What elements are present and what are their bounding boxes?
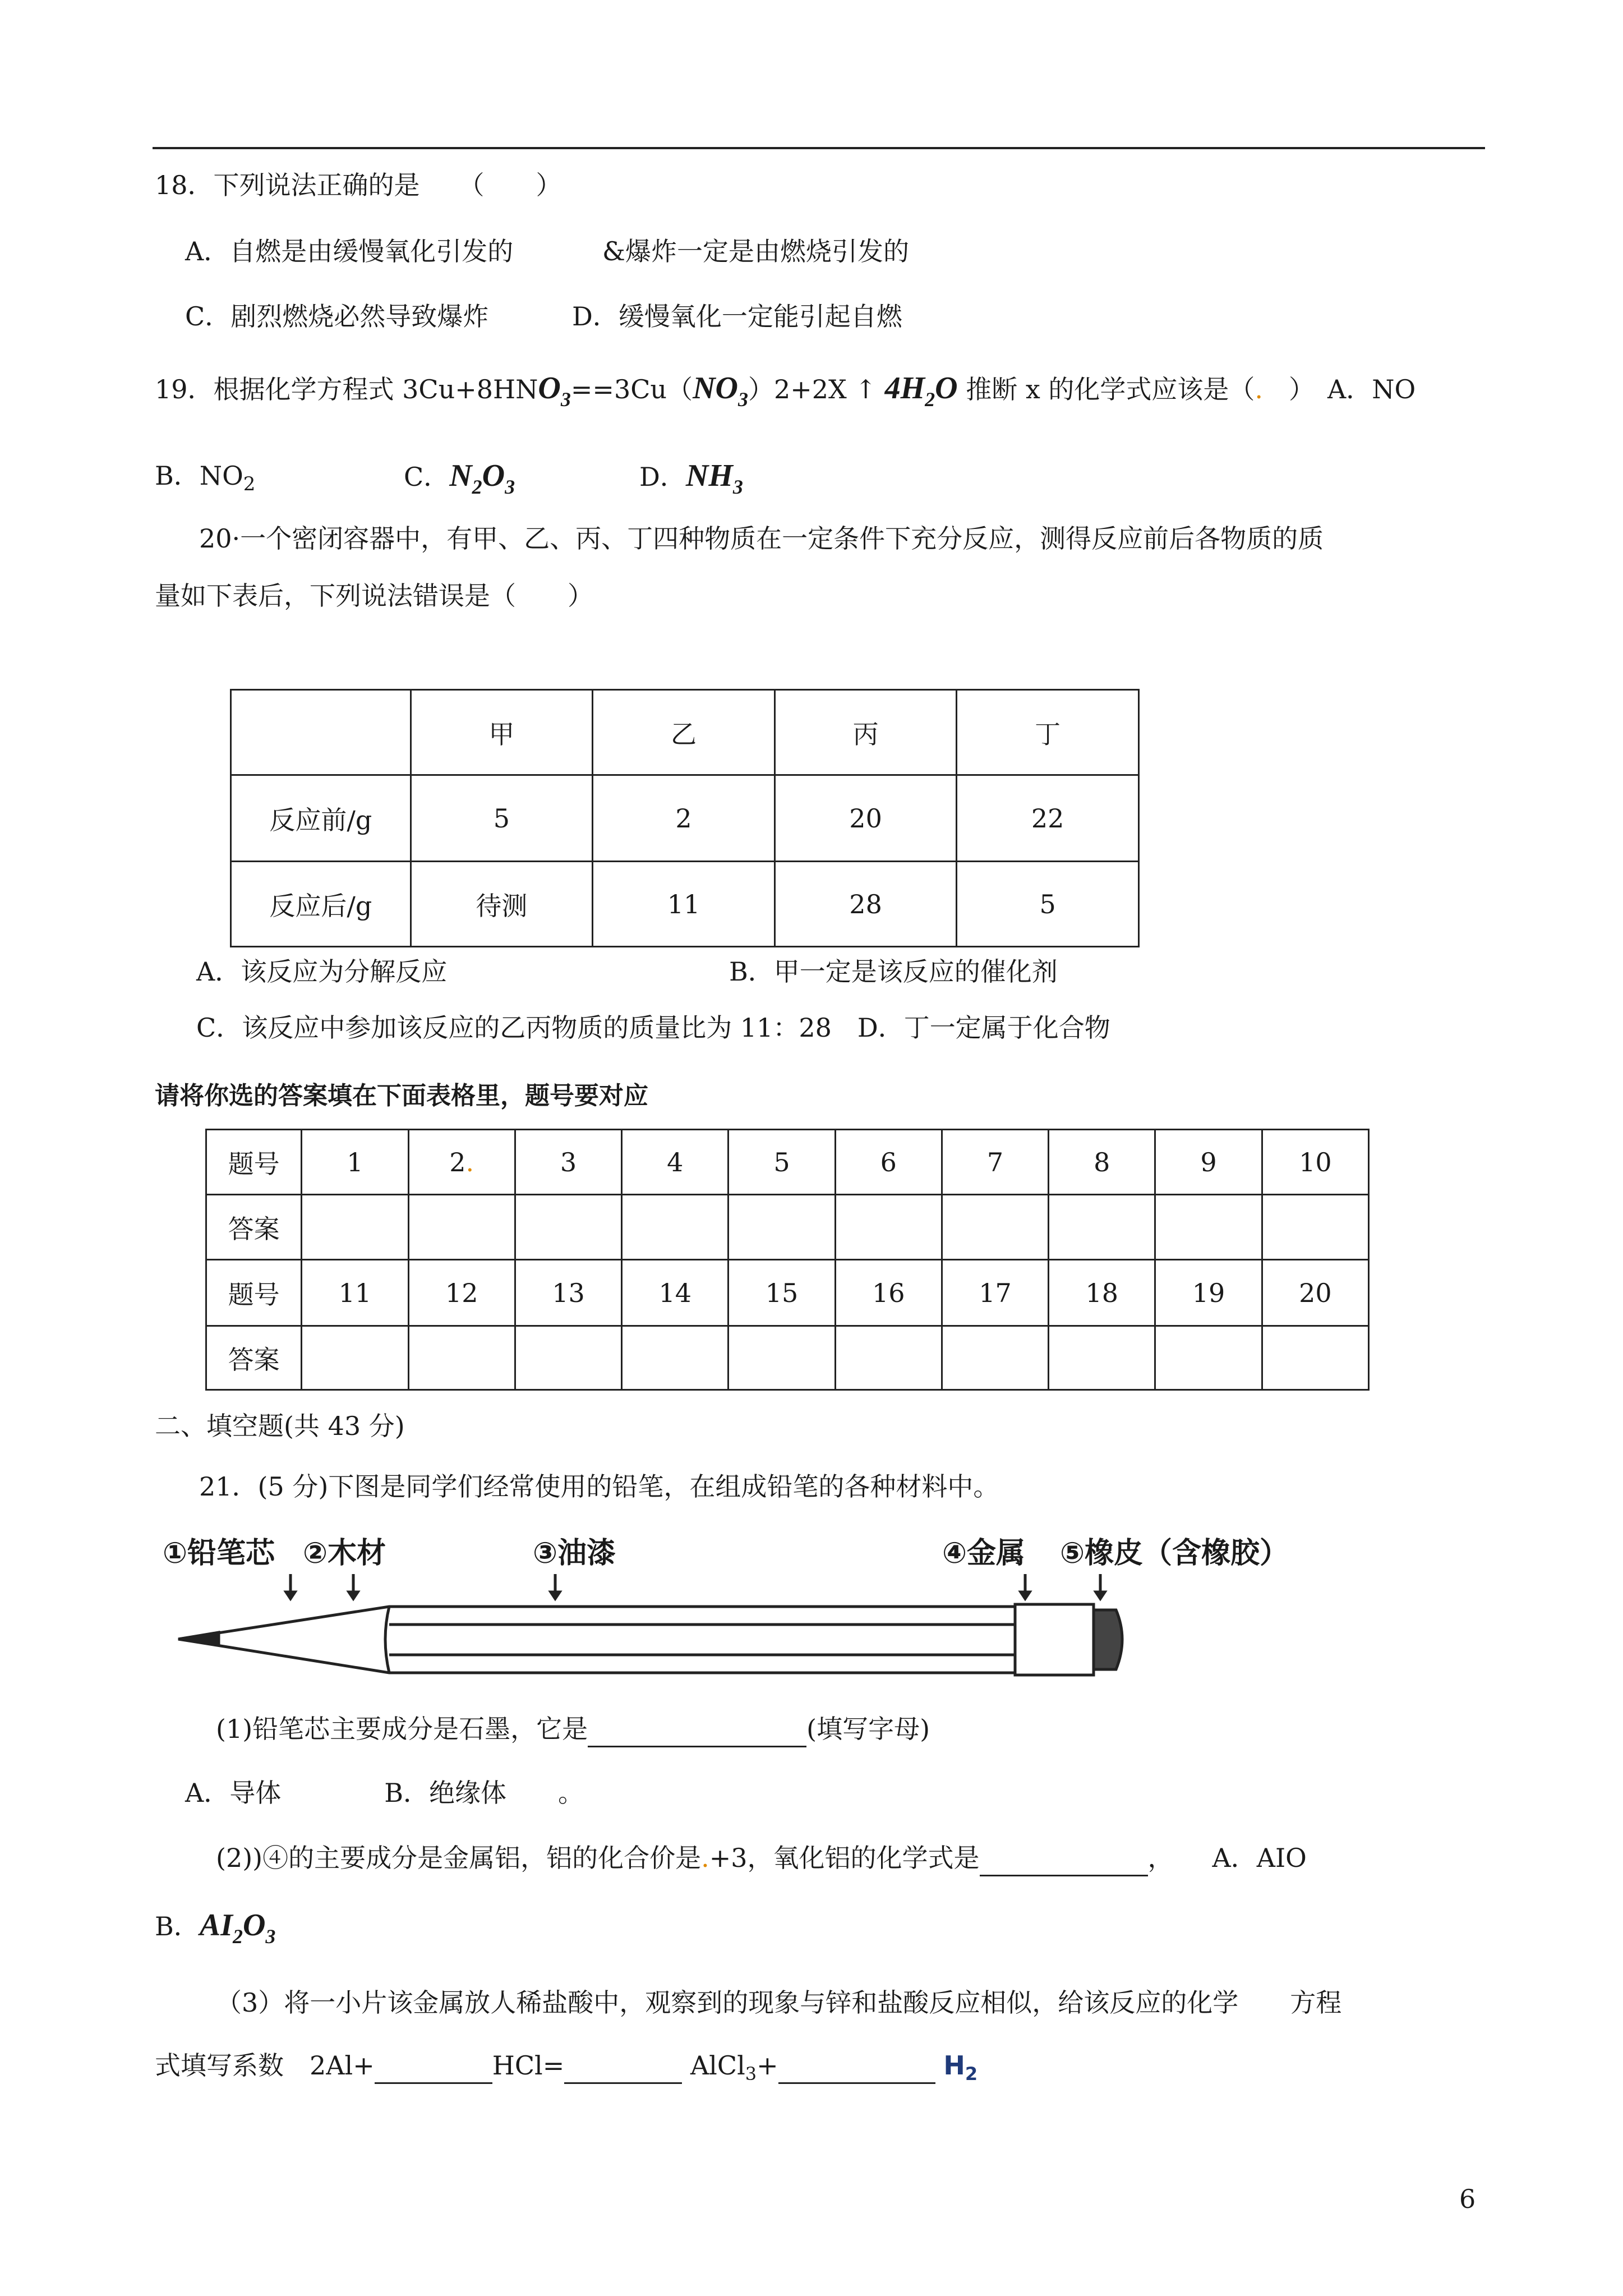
q18-option-a: A．自燃是由缓慢氧化引发的 <box>185 236 514 266</box>
answer-blank-cell[interactable] <box>835 1195 942 1260</box>
answer-number-cell: 10 <box>1262 1130 1368 1195</box>
page-number: 6 <box>1459 2184 1476 2214</box>
q21-sub3-blank-1[interactable] <box>375 2049 492 2084</box>
table-cell: 丙 <box>774 690 957 775</box>
answer-blank-cell[interactable] <box>1262 1195 1368 1260</box>
answer-number-cell: 11 <box>302 1260 408 1326</box>
q20-option-c-d: C．该反应中参加该反应的乙丙物质的质量比为 11：28 D．丁一定属于化合物 <box>196 1013 1110 1043</box>
q18-option-d: D．缓慢氧化一定能引起自燃 <box>572 301 902 332</box>
answer-sheet-instruction: 请将你选的答案填在下面表格里，题号要对应 <box>155 1082 648 1110</box>
answer-blank-cell[interactable] <box>515 1326 621 1390</box>
answer-label-number: 题号 <box>206 1130 302 1195</box>
header-rule <box>153 147 1485 149</box>
q19-stem: 19．根据化学方程式 $3Cu+8HNO_3==3Cu(NO_3)2+2X$ ↑ $4H_2O$ 推断 x 的化学式应该是（. ） A．NO <box>155 371 1416 411</box>
answer-number-cell: 18 <box>1049 1260 1155 1326</box>
q20-mass-table <box>230 689 1140 947</box>
answer-blank-cell[interactable] <box>302 1195 408 1260</box>
answer-blank-cell[interactable] <box>302 1326 408 1390</box>
answer-number-cell: 7 <box>942 1130 1048 1195</box>
answer-blank-cell[interactable] <box>942 1326 1048 1390</box>
answer-number-cell: 17 <box>942 1260 1048 1326</box>
section-2-title: 二、填空题(共 43 分) <box>155 1411 405 1441</box>
q21-sub2-option-b: B．$AI_2O_3$ <box>155 1908 276 1948</box>
q20-option-b: B．甲一定是该反应的催化剂 <box>729 956 1058 987</box>
table-cell: 2 <box>593 775 775 862</box>
q19-option-c: C．$N_2O_3$ <box>404 458 515 498</box>
q20-stem-line1: 20·一个密闭容器中，有甲、乙、丙、丁四种物质在一定条件下充分反应，测得反应前后各物质的质 <box>199 523 1324 554</box>
answer-blank-cell[interactable] <box>1049 1326 1155 1390</box>
answer-number-cell: 5 <box>728 1130 835 1195</box>
answer-number-cell: 14 <box>622 1260 728 1326</box>
q18-stem: 18．下列说法正确的是 （ ） <box>155 170 562 200</box>
answer-blank-cell[interactable] <box>515 1195 621 1260</box>
answer-number-cell: 15 <box>728 1260 835 1326</box>
q21-sub3-line1: （3）将一小片该金属放人稀盐酸中，观察到的现象与锌和盐酸反应相似，给该反应的化学 方程 <box>216 1987 1342 2018</box>
answer-blank-cell[interactable] <box>942 1195 1048 1260</box>
answer-number-cell: 2. <box>408 1130 515 1195</box>
table-cell <box>231 690 411 775</box>
label-wood: ②木材 <box>303 1536 386 1570</box>
answer-blank-cell[interactable] <box>1049 1195 1155 1260</box>
table-cell: 反应后/g <box>231 862 411 947</box>
answer-number-cell: 8 <box>1049 1130 1155 1195</box>
answer-blank-cell[interactable] <box>622 1195 728 1260</box>
table-cell: 反应前/g <box>231 775 411 862</box>
answer-blank-cell[interactable] <box>622 1326 728 1390</box>
table-cell: 28 <box>774 862 957 947</box>
answer-blank-cell[interactable] <box>1155 1326 1262 1390</box>
table-cell: 20 <box>774 775 957 862</box>
q18-option-b: &爆炸一定是由燃烧引发的 <box>602 236 909 266</box>
table-cell: 5 <box>957 862 1139 947</box>
answer-number-cell: 16 <box>835 1260 942 1326</box>
answer-number-cell: 9 <box>1155 1130 1262 1195</box>
answer-blank-cell[interactable] <box>835 1326 942 1390</box>
answer-blank-cell[interactable] <box>728 1195 835 1260</box>
answer-number-cell: 1 <box>302 1130 408 1195</box>
q21-sub1: (1)铅笔芯主要成分是石墨，它是 (填写字母) <box>216 1712 930 1747</box>
table-cell: 乙 <box>593 690 775 775</box>
answer-blank-cell[interactable] <box>728 1326 835 1390</box>
label-metal: ④金属 <box>942 1536 1026 1570</box>
answer-number-cell: 4 <box>622 1130 728 1195</box>
label-paint: ③油漆 <box>533 1536 616 1570</box>
answer-label-answer: 答案 <box>206 1326 302 1390</box>
q18-option-c: C．剧烈燃烧必然导致爆炸 <box>185 301 489 332</box>
answer-number-cell: 20 <box>1262 1260 1368 1326</box>
pencil-figure <box>163 1529 1295 1697</box>
q21-sub3-line2: 式填写系数 2Al+ HCl= AlCl$_3$+ $H_2$ <box>155 2049 978 2091</box>
table-cell: 11 <box>593 862 775 947</box>
table-cell: 22 <box>957 775 1139 862</box>
answer-blank-cell[interactable] <box>1262 1326 1368 1390</box>
answer-label-number: 题号 <box>206 1260 302 1326</box>
q21-sub1-options: A．导体 B．绝缘体 。 <box>185 1778 584 1808</box>
table-cell: 甲 <box>411 690 593 775</box>
pencil-drawing <box>163 1529 1295 1697</box>
answer-blank-cell[interactable] <box>1155 1195 1262 1260</box>
q20-option-a: A．该反应为分解反应 <box>196 956 448 987</box>
label-eraser: ⑤橡皮（含橡胶） <box>1060 1536 1289 1570</box>
q21-sub1-blank[interactable] <box>588 1712 806 1747</box>
answer-blank-cell[interactable] <box>408 1195 515 1260</box>
q21-sub2: (2))④的主要成分是金属铝，铝的化合价是.+3，氧化铝的化学式是 ， A．AIO <box>216 1841 1307 1876</box>
q21-sub2-blank[interactable] <box>980 1841 1148 1876</box>
q19-option-d: D．$NH_3$ <box>639 458 743 498</box>
answer-blank-cell[interactable] <box>408 1326 515 1390</box>
answer-number-cell: 13 <box>515 1260 621 1326</box>
table-cell: 待测 <box>411 862 593 947</box>
table-cell: 5 <box>411 775 593 862</box>
table-cell: 丁 <box>957 690 1139 775</box>
answer-sheet-table <box>205 1129 1370 1391</box>
q21-sub3-blank-2[interactable] <box>564 2049 682 2084</box>
answer-number-cell: 3 <box>515 1130 621 1195</box>
answer-number-cell: 12 <box>408 1260 515 1326</box>
answer-label-answer: 答案 <box>206 1195 302 1260</box>
q19-option-b: B．$NO_2$ <box>155 461 256 495</box>
q21-sub3-blank-3[interactable] <box>778 2049 935 2084</box>
label-pencil-lead: ①铅笔芯 <box>163 1536 275 1570</box>
q20-stem-line2: 量如下表后，下列说法错误是（ ） <box>155 581 593 611</box>
q21-stem: 21．(5 分)下图是同学们经常使用的铅笔，在组成铅笔的各种材料中。 <box>199 1471 999 1502</box>
answer-number-cell: 6 <box>835 1130 942 1195</box>
answer-number-cell: 19 <box>1155 1260 1262 1326</box>
